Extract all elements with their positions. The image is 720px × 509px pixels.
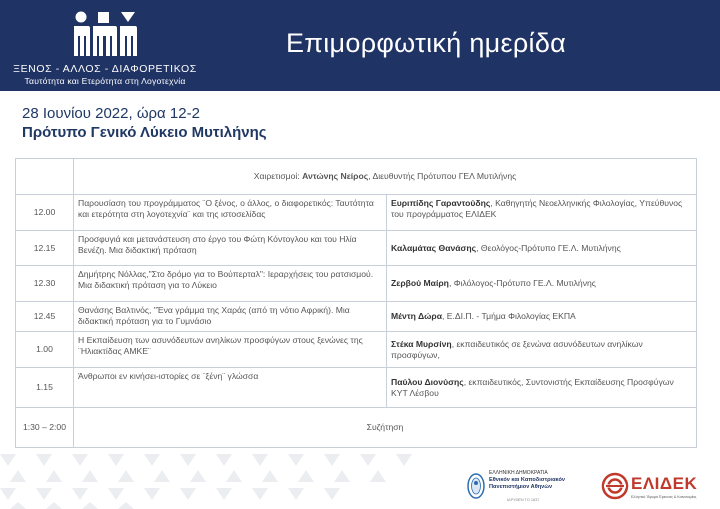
page-title: Επιμορφωτική ημερίδα [286,28,567,58]
speaker-name: Στέκα Μυρσίνη [391,338,452,349]
topic-cell: Θανάσης Βαλτινός, "Ένα γράμμα της Χαράς (από τη νότιο Αφρική). Μια διδακτική πρόταση για το Γυμνάσιο [74,302,387,332]
gov-line-3: ΙΔΡΥΘΕΝ ΤΟ 1837 [507,498,540,502]
speaker-name: Μέντη Δώρα [391,311,443,321]
topic-cell: Προσφυγιά και μετανάστευση στο έργο του Φώτη Κόντογλου και του Ηλία Βενέζη. Μια διδακτική πρόταση [74,231,387,266]
university-logo [467,470,597,506]
speaker-name: Παύλου Διονύσης [391,376,464,387]
time-cell-empty [16,159,74,195]
university-emblem-icon [467,473,485,499]
speaker-cell [387,231,697,266]
gov-line-2: Εθνικόν και Καποδιστριακόν Πανεπιστήμιον Αθηνών [489,477,565,490]
triangle-pattern-decoration [0,452,440,509]
elidek-emblem-icon [601,472,629,500]
program-table [15,158,697,448]
time-cell: 12.45 [16,302,74,332]
table-row-welcome [16,159,697,195]
people-logo-icon [71,8,139,58]
welcome-speaker-role: , Διευθυντής Πρότυπου ΓΕΛ Μυτιλήνης [368,171,517,181]
elidek-subtitle: Ελληνικό Ίδρυμα Έρευνας & Καινοτομίας [631,495,697,499]
speaker-role: , Φιλόλογος-Πρότυπο ΓΕ.Λ. Μυτιλήνης [448,278,596,288]
table-row [16,231,697,266]
welcome-cell [74,159,697,195]
table-row [16,302,697,332]
speaker-cell [387,195,697,231]
table-row [16,332,697,368]
gov-line-1: ΕΛΛΗΝΙΚΗ ΔΗΜΟΚΡΑΤΙΑ [489,470,548,476]
speaker-name: Ζερβού Μαίρη [391,278,449,288]
elidek-name: ΕΛΙΔΕΚ [631,474,698,493]
time-cell: 1:30 – 2:00 [16,408,74,448]
time-cell: 1.15 [16,368,74,408]
speaker-cell [387,332,697,368]
topic-cell: Η Εκπαίδευση των ασυνόδευτων ανηλίκων προσφύγων στους ξενώνες της ¨Ηλιακτίδας ΑΜΚΕ¨ [74,332,387,368]
header-banner [0,0,720,91]
table-row-discussion [16,408,697,448]
speaker-role: , εκπαιδευτικός, Συντονιστής Εκπαίδευσης Προσφύγων ΚΥΤ Λέσβου [391,376,674,398]
speaker-role: , εκπαιδευτικός σε ξενώνα ασυνόδευτων ανηλίκων προσφύγων, [391,338,643,360]
welcome-prefix: Χαιρετισμοί: [253,171,303,181]
speaker-name: Καλαμάτας Θανάσης [391,242,477,253]
logo-subtitle: Ταυτότητα και Ετερότητα στη Λογοτεχνία [24,76,186,86]
event-venue: Πρότυπο Γενικό Λύκειο Μυτιλήνης [22,124,267,141]
speaker-role: , Καθηγητής Νεοελληνικής Φιλολογίας, Υπεύθυνος του προγράμματος ΕΛΙΔΕΚ [391,198,683,219]
topic-cell: Παρουσίαση του προγράμματος ¨Ο ξένος, ο άλλος, ο διαφορετικός: Ταυτότητα και ετερότητα στη λογοτεχνία¨ και της ιστοσελίδας [74,195,387,231]
discussion-cell: Συζήτηση [74,408,697,448]
topic-cell: Δημήτρης Νόλλας,"Στο δρόμο για το Βούπερταλ": Ιεραρχήσεις του ρατσισμού. Μια διδακτική πρόταση για το Λύκειο [74,266,387,302]
welcome-speaker-name: Αντώνης Νείρος [302,171,369,181]
table-row [16,266,697,302]
time-cell: 12.00 [16,195,74,231]
speaker-cell [387,302,697,332]
time-cell: 12.30 [16,266,74,302]
time-cell: 12.15 [16,231,74,266]
speaker-name: Ευριπίδης Γαραντούδης [391,198,491,208]
event-date-time: 28 Ιουνίου 2022, ώρα 12-2 [22,105,200,122]
table-row [16,368,697,408]
project-logo [5,8,205,88]
time-cell: 1.00 [16,332,74,368]
speaker-role: , Ε.ΔΙ.Π. - Τμήμα Φιλολογίας ΕΚΠΑ [442,311,576,321]
speaker-cell [387,266,697,302]
topic-cell: Άνθρωποι εν κινήσει-ιστορίες σε ¨ξένη¨ γλώσσα [74,368,387,408]
table-row [16,195,697,231]
speaker-role: , Θεολόγος-Πρότυπο ΓΕ.Λ. Μυτιλήνης [476,242,621,253]
elidek-logo [601,470,711,506]
speaker-cell [387,368,697,408]
logo-title: ΞΕΝΟΣ - ΑΛΛΟΣ - ΔΙΑΦΟΡΕΤΙΚΟΣ [13,63,197,75]
